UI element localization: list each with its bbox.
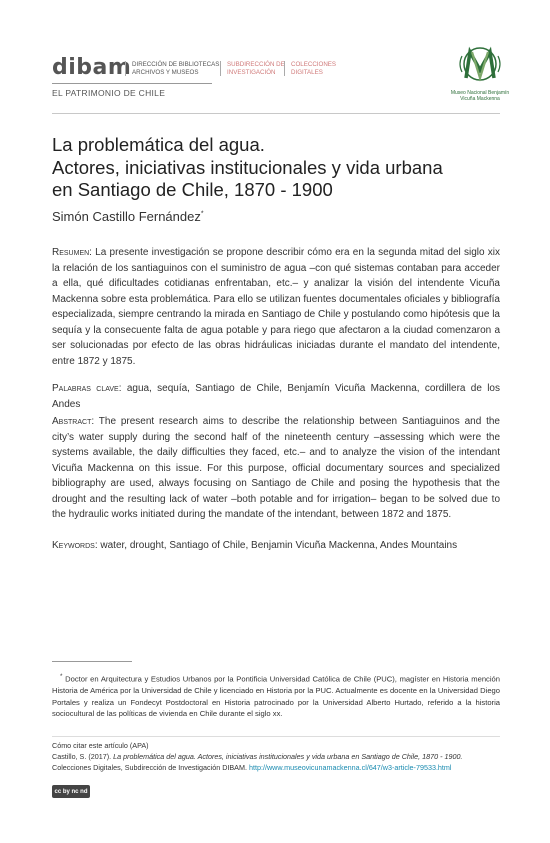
- article-title: La problemática del agua. Actores, iniciativas institucionales y vida urbana en Santiago de Chile, 1870 - 1900: [52, 134, 443, 200]
- museo-label: Museo Nacional Benjamín Vicuña Mackenna: [450, 90, 510, 102]
- keywords-paragraph: [52, 538, 500, 554]
- header-divider: [52, 83, 212, 84]
- resumen-label: Resumen:: [52, 247, 92, 258]
- palabras-clave-text: agua, sequía, Santiago de Chile, Benjamín Vicuña Mackenna, cordillera de los Andes: [52, 383, 500, 410]
- author-footnote-mark: *: [200, 210, 204, 218]
- cc-license-text: cc by nc nd: [54, 788, 88, 795]
- footnote-divider: [52, 661, 132, 662]
- citation-author-year: Castillo, S. (2017).: [52, 752, 114, 761]
- header-colecciones-label: COLECCIONES DIGITALES: [284, 61, 351, 76]
- citation-line-1: [52, 751, 500, 762]
- abstract-text: The present research aims to describe the relationship between Santiaguinos and the city’s water supply during the second half of the nineteenth century –assessing which were the systems available, the daily difficulties they faced, etc.– and to analyze the vision of the intendant Vicuña Mackenna on this issue. For this purpose, official documentary sources and specialized bibliography are used, always focusing on Santiago de Chile and posing the hypothesis that the drought and the resulting lack of water –both potable and for irrigation– began to be solved due to the hydraulic works initiated during the mandate of the intendant, between 1872 and 1875.: [52, 416, 500, 520]
- citation-title: La problemática del agua. Actores, iniciativas institucionales y vida urbana en Santiago de Chile, 1870 - 1900.: [113, 752, 463, 761]
- palabras-clave-paragraph: [52, 381, 500, 412]
- creative-commons-badge[interactable]: [52, 785, 90, 798]
- citation-heading: Cómo citar este artículo (APA): [52, 741, 149, 750]
- resumen-text: La presente investigación se propone describir cómo era en la segunda mitad del siglo xix la relación de los santiaguinos con el suministro de agua –con qué sistemas contaban para acceder a ella, qué dificultades cotidianas enfrentaban, etc.– y analizar la visión del intendente Vicuña Mackenna sobre esta problemática. Para ello se utilizan fuentes documentales oficiales y bibliografía especializada, siempre centrando la mirada en Santiago de Chile y postulando como hipótesis que la sequía y la consecuente falta de agua potable y para riego que afectaron a la ciudad comenzaron a ser solucionadas por efecto de las obras hidráulicas iniciadas durante el mandato del intendente, entre 1872 y 1875.: [52, 247, 500, 367]
- dibam-logo: dibam: [52, 55, 132, 80]
- author-name: [52, 209, 204, 224]
- citation-publisher: Colecciones Digitales, Subdirección de Investigación DIBAM.: [52, 763, 249, 772]
- abstract-paragraph: [52, 414, 500, 523]
- resumen-paragraph: [52, 245, 500, 369]
- author-name-text: Simón Castillo Fernández: [52, 209, 201, 224]
- citation-divider: [52, 736, 500, 737]
- patrimonio-tagline: EL PATRIMONIO DE CHILE: [52, 88, 166, 98]
- abstract-label: Abstract:: [52, 416, 95, 427]
- header-subdireccion-label: SUBDIRECCIÓN DE INVESTIGACIÓN: [220, 61, 287, 76]
- citation-block: [52, 740, 500, 773]
- footnote-text: Doctor en Arquitectura y Estudios Urbanos por la Pontificia Universidad Católica de Chile (PUC), magíster en Historia mención Historia de América por la Universidad de Chile y licenciado en Historia por la PUC. Actualmente es docente en la Universidad Diego Portales y realiza un Fondecyt Postdoctoral en Historia patrocinado por la Universidad Alberto Hurtado, referido a la historia sociocultural de las políticas de vivienda en Chile durante el siglo xx.: [52, 674, 500, 719]
- footnote-mark: *: [60, 673, 63, 680]
- keywords-label: Keywords:: [52, 540, 98, 551]
- header-bottom-rule: [52, 113, 500, 114]
- author-footnote: [52, 671, 500, 720]
- citation-url-link[interactable]: http://www.museovicunamackenna.cl/647/w3-article-79533.html: [248, 763, 452, 772]
- citation-line-2: [52, 762, 500, 773]
- header-dibam-label: DIRECCIÓN DE BIBLIOTECAS, ARCHIVOS Y MUSEOS: [125, 61, 225, 76]
- palabras-clave-label: Palabras clave:: [52, 383, 122, 394]
- keywords-text: water, drought, Santiago of Chile, Benjamin Vicuña Mackenna, Andes Mountains: [97, 540, 458, 551]
